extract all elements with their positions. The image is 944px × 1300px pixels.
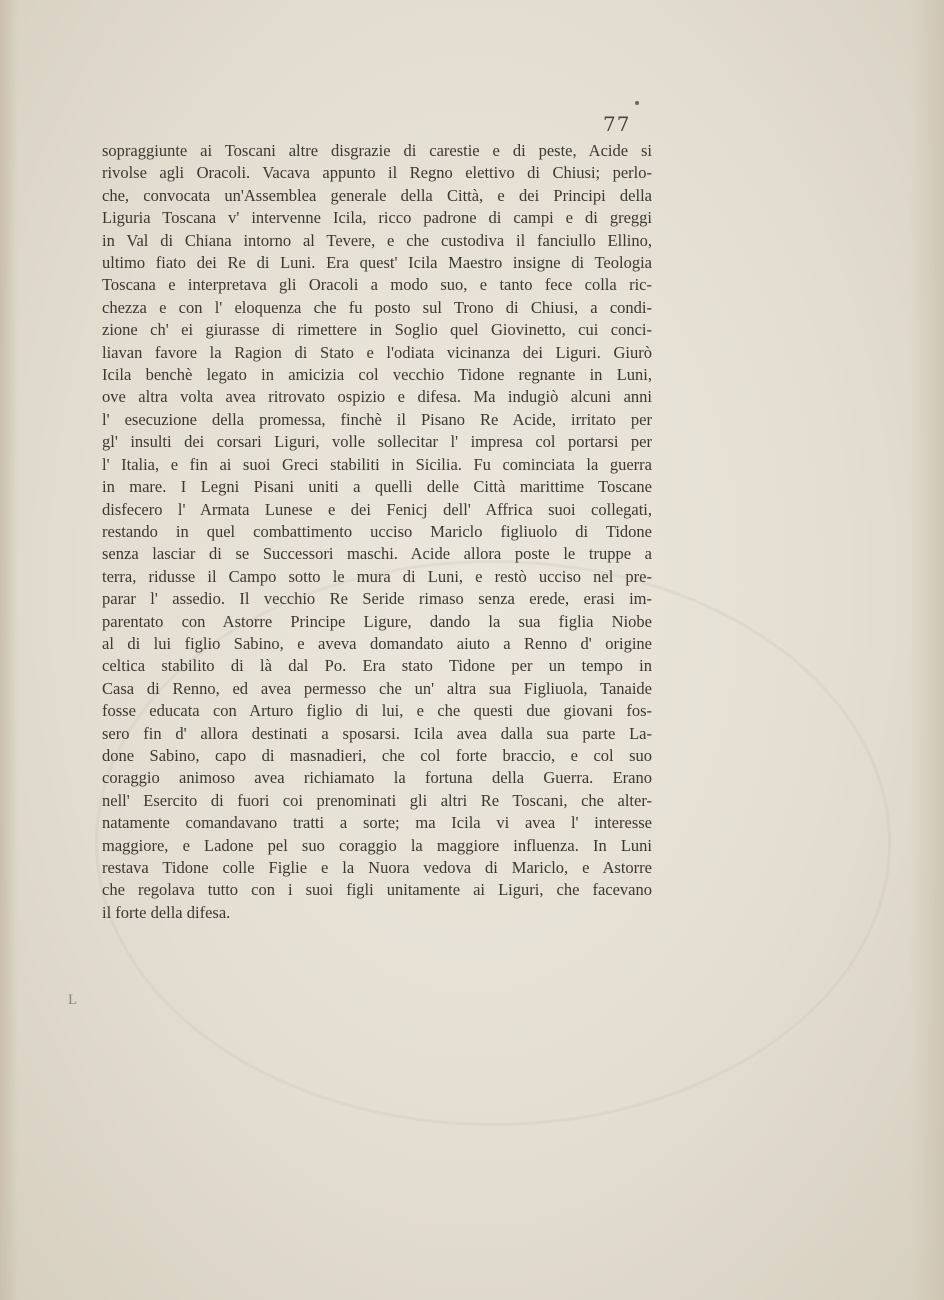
text-line: zione ch' ei giurasse di rimettere in Soglio quel Giovinetto, cui conci- (102, 320, 652, 340)
text-line: natamente comandavano tratti a sorte; ma Icila vi avea l' interesse (102, 813, 652, 833)
text-line: sopraggiunte ai Toscani altre disgrazie di carestie e di peste, Acide si (102, 141, 652, 160)
text-line: al di lui figlio Sabino, e aveva domandato aiuto a Renno d' origine (102, 633, 652, 653)
text-line: done Sabino, capo di masnadieri, che col forte braccio, e col suo (102, 745, 652, 765)
text-line: parentato con Astorre Principe Ligure, dando la sua figlia Niobe (102, 611, 652, 631)
text-line: restando in quel combattimento ucciso Mariclo figliuolo di Tidone (102, 521, 652, 541)
text-line: il forte della difesa. (102, 902, 231, 922)
text-line: restava Tidone colle Figlie e la Nuora vedova di Mariclo, e Astorre (102, 858, 652, 877)
text-line: celtica stabilito di là dal Po. Era stato Tidone per un tempo in (102, 656, 652, 676)
text-line: chezza e con l' eloquenza che fu posto sul Trono di Chiusi, a condi- (102, 297, 652, 317)
text-line: parar l' assedio. Il vecchio Re Seride rimaso senza erede, erasi im- (102, 589, 652, 609)
text-line: coraggio animoso avea richiamato la fortuna della Guerra. Erano (102, 768, 652, 788)
ink-dot (635, 101, 639, 105)
text-line: che, convocata un'Assemblea generale della Città, e dei Principi della (102, 185, 652, 205)
text-line: l' esecuzione della promessa, finchè il Pisano Re Acide, irritato per (102, 409, 652, 429)
page-edge-right (910, 0, 944, 1300)
text-line: fosse educata con Arturo figlio di lui, e che questi due giovani fos- (102, 701, 652, 721)
text-line: che regolava tutto con i suoi figli unitamente ai Liguri, che facevano (102, 880, 652, 900)
text-line: l' Italia, e fin ai suoi Greci stabiliti in Sicilia. Fu cominciata la guerra (102, 454, 652, 474)
text-line: in Val di Chiana intorno al Tevere, e che custodiva il fanciullo Ellino, (102, 230, 652, 250)
page-number: 77 (603, 112, 631, 136)
text-line: sero fin d' allora destinati a sposarsi. Icila avea dalla sua parte La- (102, 723, 652, 743)
body-text (102, 140, 652, 924)
margin-mark: L (68, 992, 78, 1008)
text-line: liavan favore la Ragion di Stato e l'odiata vicinanza dei Liguri. Giurò (102, 342, 652, 362)
text-line: disfecero l' Armata Lunese e dei Fenicj dell' Affrica suoi collegati, (102, 499, 652, 519)
text-line: Liguria Toscana v' intervenne Icila, ricco padrone di campi e di greggi (102, 208, 652, 228)
text-line: ultimo fiato dei Re di Luni. Era quest' Icila Maestro insigne di Teologia (102, 253, 652, 273)
text-line: in mare. I Legni Pisani uniti a quelli delle Città marittime Toscane (102, 477, 652, 497)
text-line: Icila benchè legato in amicizia col vecchio Tidone regnante in Luni, (102, 365, 652, 385)
text-line: nell' Esercito di fuori coi prenominati gli altri Re Toscani, che alter- (102, 790, 652, 810)
text-line: senza lasciar di se Successori maschi. Acide allora poste le truppe a (102, 544, 652, 564)
text-line: rivolse agli Oracoli. Vacava appunto il Regno elettivo di Chiusi; perlo- (102, 163, 652, 183)
text-line: gl' insulti dei corsari Liguri, volle sollecitar l' impresa col portarsi per (102, 432, 652, 452)
text-line: maggiore, e Ladone pel suo coraggio la maggiore influenza. In Luni (102, 835, 652, 855)
text-line: terra, ridusse il Campo sotto le mura di Luni, e restò ucciso nel pre- (102, 566, 652, 586)
text-line: ove altra volta avea ritrovato ospizio e difesa. Ma indugiò alcuni anni (102, 387, 652, 407)
page-edge-left (0, 0, 18, 1300)
text-line: Casa di Renno, ed avea permesso che un' altra sua Figliuola, Tanaide (102, 678, 652, 698)
text-line: Toscana e interpretava gli Oracoli a modo suo, e tanto fece colla ric- (102, 275, 652, 295)
